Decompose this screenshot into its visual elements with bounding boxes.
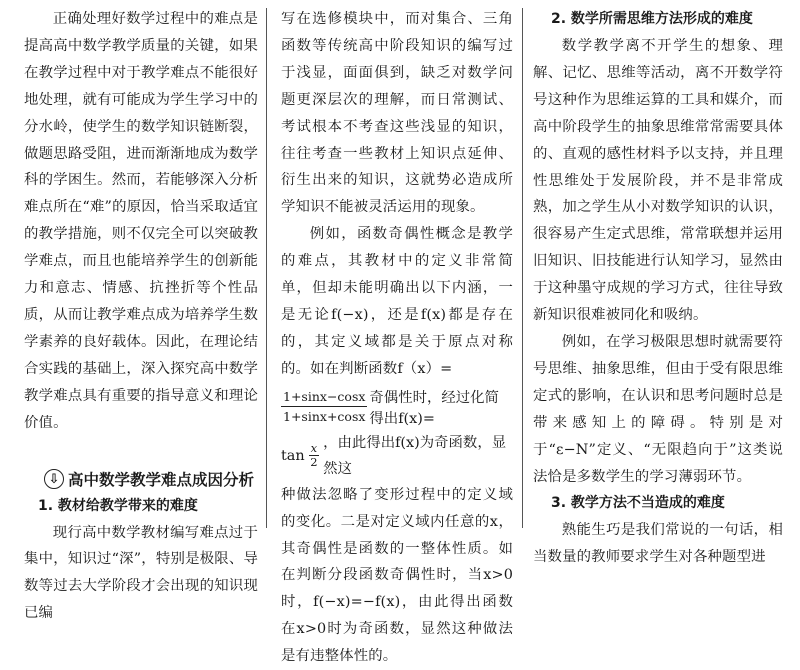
paragraph-textbook-difficulty: 现行高中数学教材编写难点过于集中，知识过“深”，特别是极限、导数等过去大学阶段才会出现的知识现已编 <box>24 524 258 622</box>
column-middle <box>281 6 513 670</box>
subheading-3: 3. 教学方法不当造成的难度 <box>551 495 725 512</box>
fraction-expression <box>281 386 513 428</box>
half-angle-denominator: 2 <box>310 455 318 470</box>
fraction-numerator: 1+sinx−cosx <box>281 387 367 407</box>
intro-paragraph: 正确处理好数学过程中的难点是提高高中数学教学质量的关键，如果在教学过程中对于教学难点不能很好地处理，就有可能成为学生学习中的分水岭，使学生的数学知识链断裂，做题思路受阻，进而渐渐地成为数学科的学困生。然而，若能够深入分析难点所在“难”的原因，恰当采取适宜的教学措施，则不仅完全可以突破教学难点，而且也能培养学生的创新能力和意志、情感、抗挫折等个性品质，从而让教学难点成为培养学生数学素养的良好载体。因此，在理论结合实践的基础上，深入探究高中数学教学难点具有重要的指导意义和理论价值。 <box>24 11 258 431</box>
column-divider-1 <box>266 8 267 528</box>
tan-tail-text: ，由此得出f(x)为奇函数，显然这 <box>323 434 507 477</box>
paragraph-teaching-methods: 熟能生巧是我们常说的一句话，相当数量的教师要求学生对各种题型进 <box>533 522 783 566</box>
paragraph-domain-change: 种做法忽略了变形过程中的定义域的变化。二是对定义域内任意的x，其奇偶性是函数的一整体性质。如在判断分段函数奇偶性时，当x>0时，f(−x)=−f(x)，由此得出函数在x>0时为奇函数，显然这种做法是有违整体性的。 <box>281 486 513 665</box>
tan-expression <box>281 430 513 482</box>
fraction <box>281 387 367 426</box>
section-heading <box>24 465 258 493</box>
half-angle-fraction <box>309 442 320 469</box>
column-divider-2 <box>522 8 523 528</box>
down-arrow-circle-icon: ⇩ <box>44 469 64 489</box>
section-title: 高中数学教学难点成因分析 <box>68 470 255 489</box>
paragraph-example-parity: 例如，函数奇偶性概念是教学的难点，其教材中的定义非常简单，但却未能明确出以下内涵，一是无论f(−x)，还是f(x)都是存在的，其定义域都是关于原点对称的。如在判断函数f（x）= <box>281 226 513 377</box>
section-gap <box>24 437 258 463</box>
column-right <box>533 6 783 571</box>
paragraph-continued: 写在选修模块中，而对集合、三角函数等传统高中阶段知识的编写过于浅显，面面俱到，缺乏对数学问题更深层次的理解，而日常测试、考试根本不考查这些浅显的知识，往往考查一些教材上知识点延伸、衍生出来的知识，这就势必造成所学知识不能被灵活运用的现象。 <box>281 11 513 216</box>
subheading-2: 2. 数学所需思维方法形成的难度 <box>551 11 753 27</box>
fraction-denominator: 1+sinx+cosx <box>283 409 366 425</box>
paragraph-limit-example: 例如，在学习极限思想时就需要符号思维、抽象思维，但由于受有限思维定式的影响，在认识和思考问题时总是带来感知上的障碍。特别是对于“ε−N”定义、“无限趋向于”这类说法恰是多数学生的学习薄弱环节。 <box>533 333 783 485</box>
half-angle-numerator: x <box>310 441 318 456</box>
tan-label: tan <box>281 447 305 464</box>
subheading-1: 1. 教材给教学带来的难度 <box>38 497 198 514</box>
fraction-tail-text: 奇偶性时，经过化简得出f(x)= <box>369 389 499 427</box>
paragraph-thinking-methods: 数学教学离不开学生的想象、理解、记忆、思维等活动，离不开数学符号这种作为思维运算的工具和媒介，而高中阶段学生的抽象思维常常需要具体的、直观的感性材料予以支持，并且理性思维处于发展阶段，并不是非常成熟，加之学生从小对数学知识的认识，很容易产生定式思维，常常联想并运用旧知识、旧技能进行认知学习，显然由于这种墨守成规的学习方式，往往导致新知识很难被同化和吸纳。 <box>533 38 783 324</box>
column-left <box>24 6 258 627</box>
